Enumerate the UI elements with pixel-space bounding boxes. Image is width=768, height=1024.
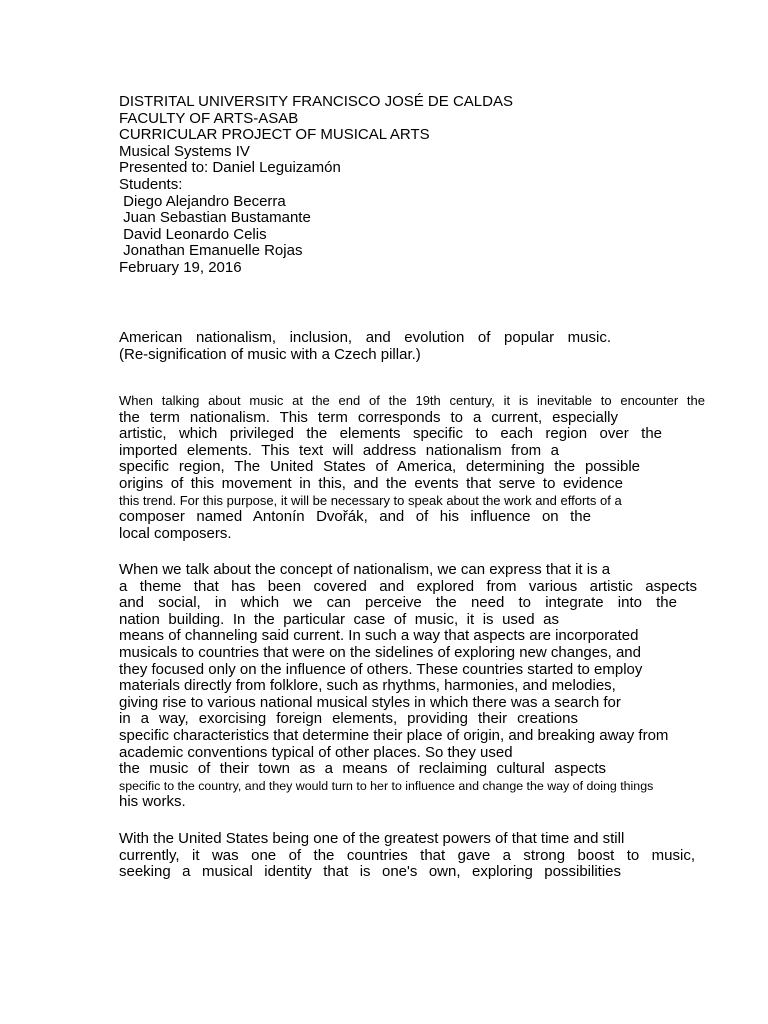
essay-title — [119, 330, 611, 363]
presented-to: Presented to: Daniel Leguizamón — [119, 159, 341, 177]
paragraph-line: in a way, exorcising foreign elements, providing their creations — [119, 710, 578, 728]
paragraph-3 — [119, 831, 695, 881]
paragraph-line: they focused only on the influence of others. These countries started to employ — [119, 660, 643, 678]
paragraph-2 — [119, 562, 697, 811]
paragraph-line: specific to the country, and they would turn to her to influence and change the way of doing things — [119, 778, 654, 793]
paragraph-line: the music of their town as a means of reclaiming cultural aspects — [119, 760, 606, 778]
paragraph-line: origins of this movement in this, and the events that serve to evidence — [119, 474, 623, 492]
paragraph-line: specific region, The United States of America, determining the possible — [119, 458, 640, 476]
subtitle-line: (Re-signification of music with a Czech pillar.) — [119, 345, 421, 363]
student-name: David Leonardo Celis — [119, 225, 267, 243]
paragraph-line: artistic, which privileged the elements specific to each region over the — [119, 425, 662, 443]
course-name: Musical Systems IV — [119, 142, 250, 160]
paragraph-line: academic conventions typical of other places. So they used — [119, 743, 513, 761]
paragraph-line: imported elements. This text will address nationalism from a — [119, 441, 559, 459]
paragraph-line: local composers. — [119, 524, 232, 542]
paragraph-line: musicals to countries that were on the sidelines of exploring new changes, and — [119, 643, 641, 661]
paragraph-line: a theme that has been covered and explored from various artistic aspects — [119, 577, 697, 595]
title-line: American nationalism, inclusion, and evolution of popular music. — [119, 329, 611, 346]
paragraph-line: this trend. For this purpose, it will be necessary to speak about the work and efforts of a — [119, 492, 622, 508]
paragraph-line: his works. — [119, 793, 186, 811]
student-name: Diego Alejandro Becerra — [119, 192, 286, 210]
paragraph-line: When we talk about the concept of nationalism, we can express that it is a — [119, 561, 611, 578]
paragraph-line: giving rise to various national musical styles in which there was a search for — [119, 693, 621, 711]
students-label: Students: — [119, 175, 183, 193]
student-name: Juan Sebastian Bustamante — [119, 209, 311, 227]
paragraph-line: nation building. In the particular case of music, it is used as — [119, 610, 559, 628]
paragraph-line: specific characteristics that determine their place of origin, and breaking away from — [119, 726, 669, 744]
document-date: February 19, 2016 — [119, 258, 242, 276]
paragraph-line: means of channeling said current. In such a way that aspects are incorporated — [119, 627, 639, 645]
university-name: DISTRITAL UNIVERSITY FRANCISCO JOSÉ DE CALDAS — [119, 93, 513, 110]
paragraph-line: When talking about music at the end of the 19th century, it is inevitable to encounter the — [119, 393, 705, 408]
paragraph-line: currently, it was one of the countries that gave a strong boost to music, — [119, 846, 695, 864]
student-name: Jonathan Emanuelle Rojas — [119, 242, 303, 260]
paragraph-1 — [119, 393, 705, 542]
paragraph-line: the term nationalism. This term corresponds to a current, especially — [119, 408, 618, 426]
paragraph-line: and social, in which we can perceive the need to integrate into the — [119, 594, 677, 612]
paragraph-line: materials directly from folklore, such as rhythms, harmonies, and melodies, — [119, 677, 616, 695]
paragraph-line: composer named Antonín Dvořák, and of his influence on the — [119, 508, 591, 526]
faculty-name: FACULTY OF ARTS-ASAB — [119, 109, 299, 127]
paragraph-line: With the United States being one of the greatest powers of that time and still — [119, 830, 625, 847]
project-name: CURRICULAR PROJECT OF MUSICAL ARTS — [119, 126, 430, 144]
document-header — [119, 94, 513, 277]
paragraph-line: seeking a musical identity that is one's own, exploring possibilities — [119, 863, 621, 881]
